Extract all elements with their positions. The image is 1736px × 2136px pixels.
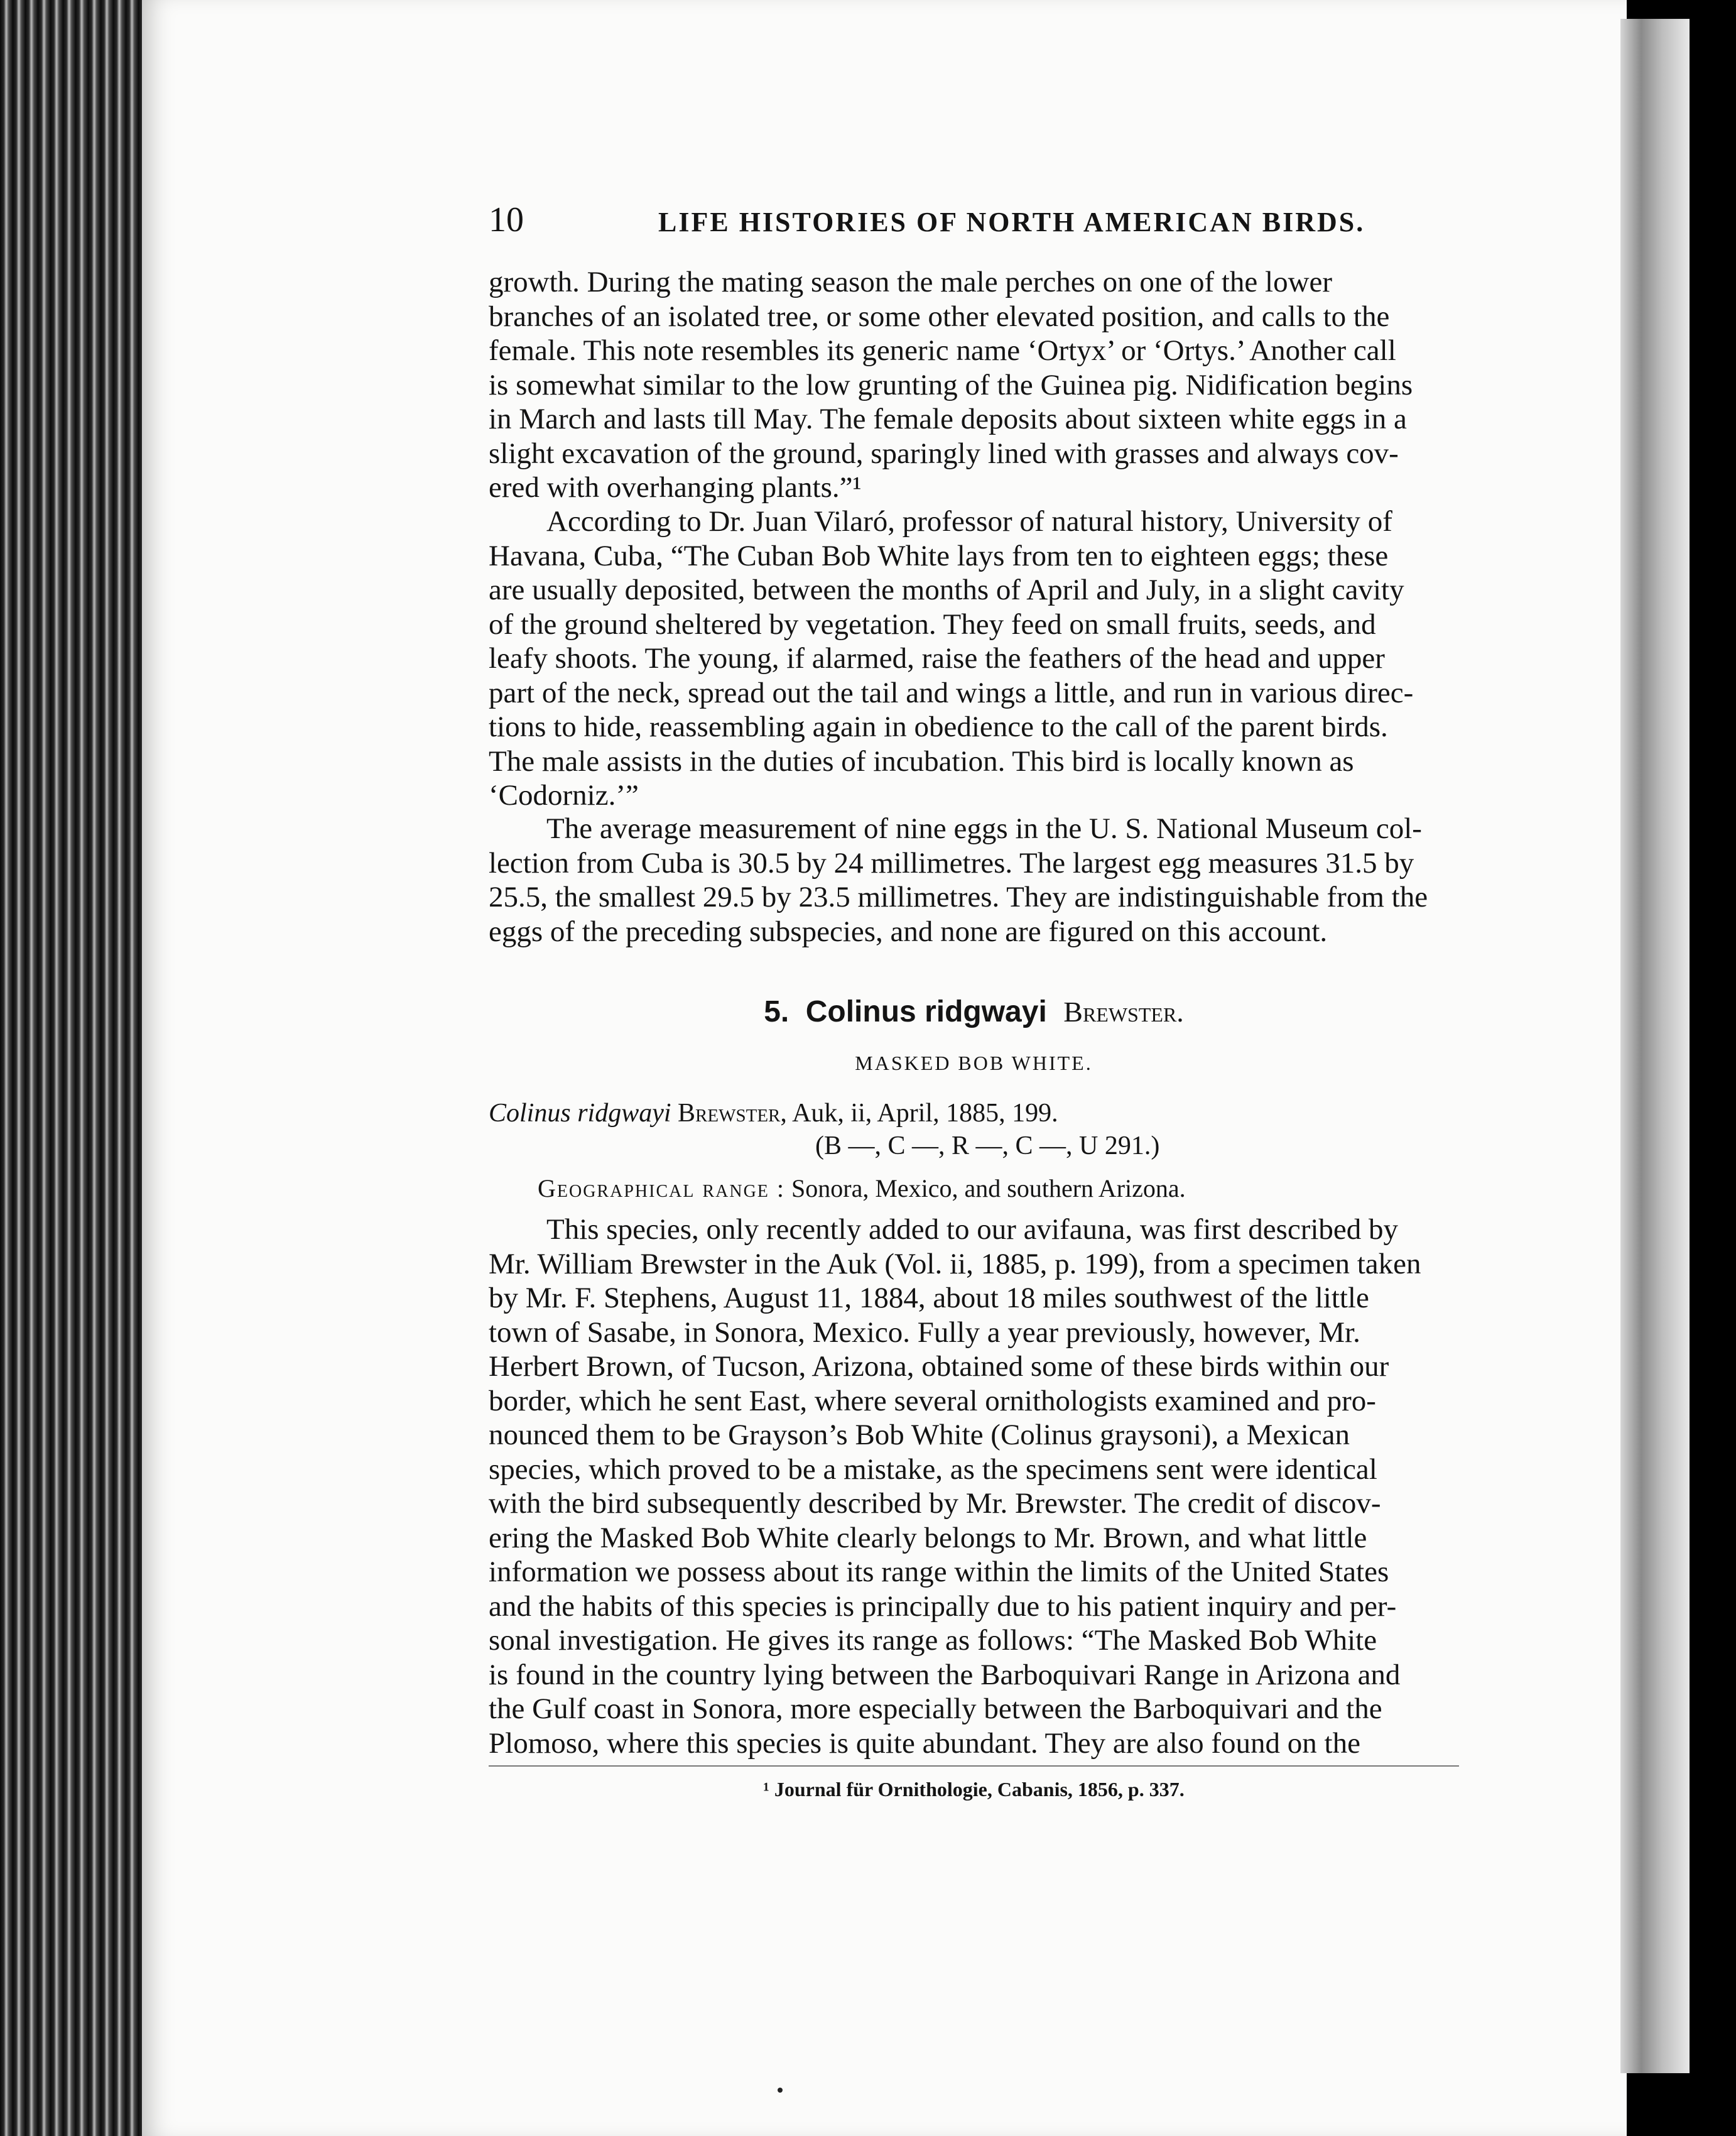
text-line: part of the neck, spread out the tail and wings a little, and run in various direc- — [489, 676, 1414, 709]
text-line: Plomoso, where this species is quite abundant. They are also found on the — [489, 1726, 1360, 1760]
text-line: border, which he sent East, where several ornithologists examined and pro- — [489, 1384, 1376, 1417]
text-line: in March and lasts till May. The female deposits about sixteen white eggs in a — [489, 403, 1407, 435]
scan-speck — [778, 2088, 783, 2093]
synonymy-codes: (B —, C —, R —, C —, U 291.) — [815, 1131, 1160, 1160]
text-line: tions to hide, reassembling again in obedience to the call of the parent birds. — [489, 711, 1388, 743]
text-line: Havana, Cuba, “The Cuban Bob White lays from ten to eighteen eggs; these — [489, 539, 1389, 572]
text-line: town of Sasabe, in Sonora, Mexico. Fully a year previously, however, Mr. — [489, 1316, 1360, 1349]
text-line: growth. During the mating season the male perches on one of the lower — [489, 266, 1333, 298]
text-line: eggs of the preceding subspecies, and none are figured on this account. — [489, 915, 1328, 948]
text-line: female. This note resembles its generic name ‘Ortyx’ or ‘Ortys.’ Another call — [489, 334, 1396, 367]
page-number: 10 — [489, 200, 524, 239]
synonymy-author: Brewster, — [678, 1099, 787, 1128]
page-stack-edge — [1620, 19, 1690, 2073]
text-line: are usually deposited, between the months of April and July, in a slight cavity — [489, 574, 1404, 606]
text-line: is found in the country lying between the Barboquivari Range in Arizona and — [489, 1658, 1401, 1691]
species-authority: Brewster. — [1063, 996, 1184, 1028]
text-line: slight excavation of the ground, sparingly lined with grasses and always cov- — [489, 437, 1399, 470]
text-line: Herbert Brown, of Tucson, Arizona, obtained some of these birds within our — [489, 1350, 1389, 1383]
synonymy-name: Colinus ridgwayi — [489, 1099, 671, 1128]
text-line: lection from Cuba is 30.5 by 24 millimetres. The largest egg measures 31.5 by — [489, 846, 1414, 880]
scan-binding-edge — [0, 0, 142, 2136]
species-name: Colinus ridgwayi — [805, 995, 1047, 1028]
text-line: The average measurement of nine eggs in the U. S. National Museum col- — [546, 812, 1422, 845]
scan-background-right — [1690, 0, 1736, 2136]
text-line: The male assists in the duties of incubation. This bird is locally known as — [489, 744, 1354, 778]
text-line: According to Dr. Juan Vilaró, professor of natural history, University of — [546, 505, 1392, 538]
footnote: ¹ Journal für Ornithologie, Cabanis, 1856, p. 337. — [763, 1778, 1185, 1801]
text-line: branches of an isolated tree, or some other elevated position, and calls to the — [489, 300, 1390, 333]
running-head: LIFE HISTORIES OF NORTH AMERICAN BIRDS. — [658, 207, 1365, 237]
text-line: species, which proved to be a mistake, as the specimens sent were identical — [489, 1452, 1377, 1486]
geographical-range — [538, 1174, 1186, 1203]
text-line: nounced them to be Grayson’s Bob White (Colinus graysoni), a Mexican — [489, 1419, 1350, 1451]
common-name: MASKED BOB WHITE. — [855, 1052, 1093, 1074]
paragraph-egg-measurements — [489, 812, 1459, 949]
text-line: Mr. William Brewster in the Auk (Vol. ii, 1885, p. 199), from a specimen taken — [489, 1247, 1421, 1280]
species-heading — [489, 993, 1459, 1029]
range-label: Geographical range : — [538, 1174, 785, 1202]
paragraph-continued — [489, 265, 1459, 505]
text-line: by Mr. F. Stephens, August 11, 1884, about 18 miles southwest of the little — [489, 1282, 1369, 1314]
paragraph-vilaro — [489, 504, 1459, 813]
page-header — [489, 200, 1459, 244]
text-line: This species, only recently added to our avifauna, was first described by — [546, 1213, 1399, 1246]
range-text: Sonora, Mexico, and southern Arizona. — [791, 1174, 1186, 1202]
text-line: with the bird subsequently described by Mr. Brewster. The credit of discov- — [489, 1487, 1381, 1520]
text-line: sonal investigation. He gives its range as follows: “The Masked Bob White — [489, 1624, 1377, 1657]
text-line: information we possess about its range within the limits of the United States — [489, 1556, 1389, 1588]
text-line: the Gulf coast in Sonora, more especially between the Barboquivari and the — [489, 1692, 1382, 1725]
synonymy-reference: Auk, ii, April, 1885, 199. — [792, 1099, 1058, 1128]
text-line: 25.5, the smallest 29.5 by 23.5 millimetres. They are indistinguishable from the — [489, 881, 1428, 913]
footnote-divider — [489, 1765, 1459, 1767]
text-line: leafy shoots. The young, if alarmed, raise the feathers of the head and upper — [489, 642, 1385, 675]
text-line: is somewhat similar to the low grunting of the Guinea pig. Nidification begins — [489, 368, 1413, 401]
text-line: and the habits of this species is principally due to his patient inquiry and per- — [489, 1589, 1397, 1623]
text-line: ering the Masked Bob White clearly belongs to Mr. Brown, and what little — [489, 1521, 1367, 1554]
synonymy — [489, 1097, 1459, 1160]
paragraph-masked-bob-white — [489, 1212, 1459, 1760]
text-line: of the ground sheltered by vegetation. They feed on small fruits, seeds, and — [489, 608, 1376, 641]
text-line: ered with overhanging plants.”¹ — [489, 471, 862, 504]
species-number: 5. — [764, 995, 789, 1028]
text-line: ‘Codorniz.’” — [489, 779, 639, 812]
